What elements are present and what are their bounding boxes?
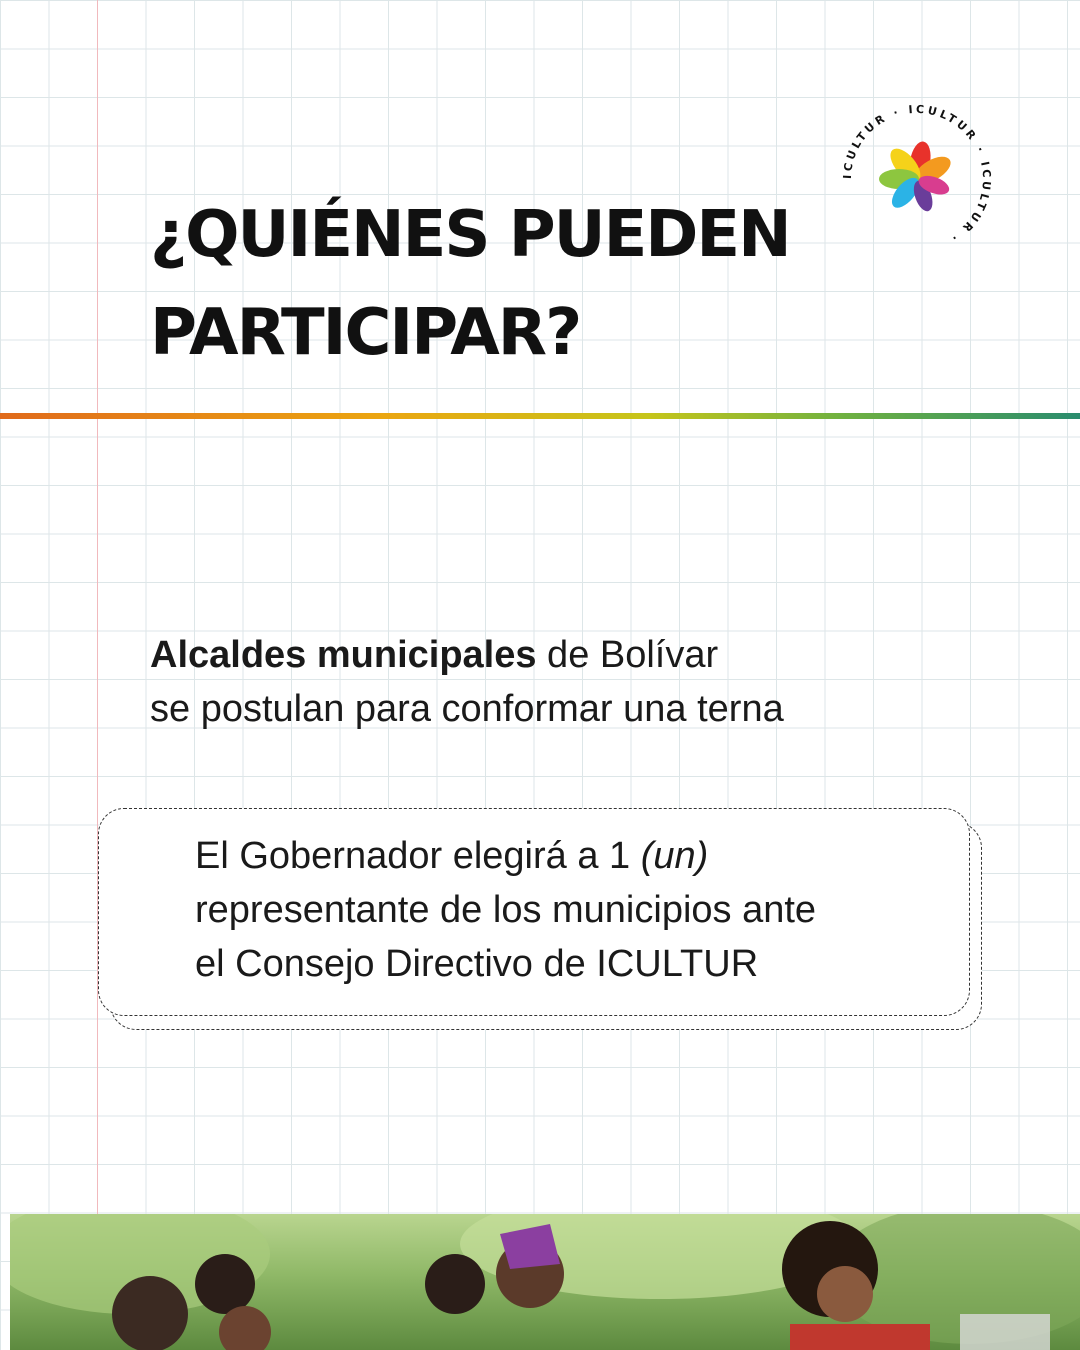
notebook-margin-line [97, 0, 98, 1215]
logo-flower-icon [879, 140, 955, 214]
title-line-2: PARTICIPAR? [150, 296, 581, 370]
card-line-3: el Consejo Directivo de ICULTUR [195, 943, 759, 985]
card-line-1-italic: (un) [640, 835, 709, 877]
title-line-1: ¿QUIÉNES PUEDEN [150, 198, 790, 272]
page-title [150, 186, 850, 382]
governor-info-text [195, 829, 935, 991]
dancers-photo-illustration [10, 1214, 1080, 1350]
participants-line-2: se postulan para conformar una terna [150, 688, 784, 730]
gradient-divider [0, 413, 1080, 419]
card-line-2: representante de los municipios ante [195, 889, 817, 931]
logo-ring-textpath: ICULTUR · ICULTUR · ICULTUR · [840, 102, 994, 246]
participants-statement [150, 628, 910, 736]
participants-rest: de Bolívar [536, 634, 719, 676]
icultur-logo [832, 94, 1002, 264]
governor-info-card [98, 808, 970, 1016]
participants-bold: Alcaldes municipales [150, 634, 537, 676]
dancers-photo [10, 1214, 1080, 1350]
card-line-1: El Gobernador elegirá a 1 [195, 835, 641, 877]
